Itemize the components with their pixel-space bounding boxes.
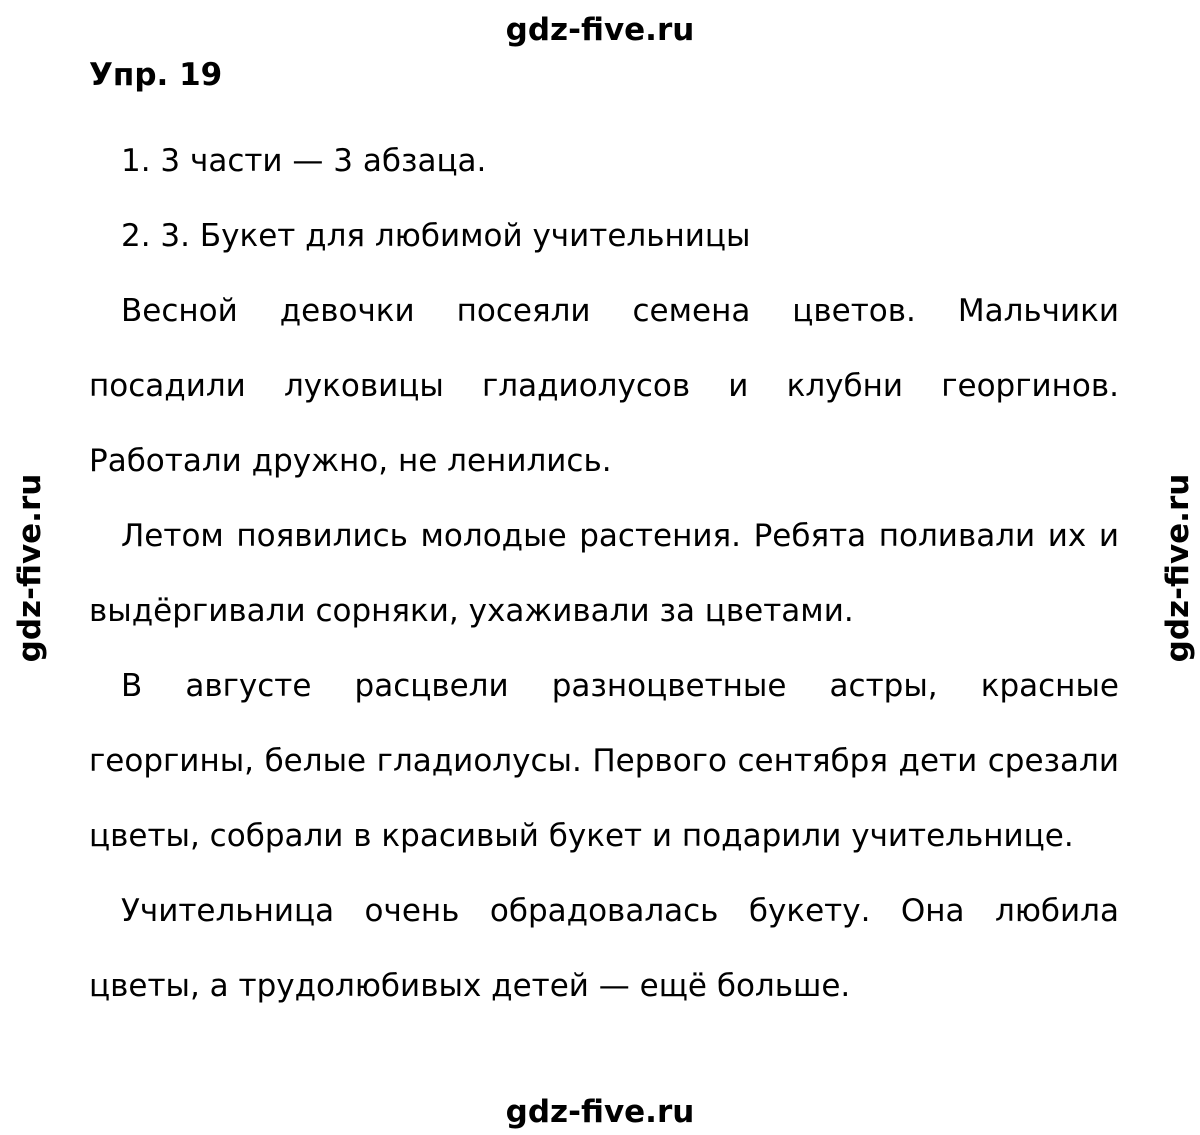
answer-1: 1. 3 части — 3 абзаца. [121,143,487,179]
watermark-top: gdz-five.ru [505,12,695,48]
exercise-title: Упр. 19 [89,57,223,93]
watermark-right: gdz-five.ru [1160,473,1196,663]
paragraph-2: Летом появились молодые растения. Ребята поливали их и выдёргивали сорняки, ухаживали за цветами. [89,518,1119,629]
paragraph-4: Учительница очень обрадовалась букету. Она любила цветы, а трудолюбивых детей — ещё больше. [89,893,1119,1004]
watermark-bottom: gdz-five.ru [505,1094,695,1130]
watermark-left: gdz-five.ru [12,473,48,663]
paragraph-1: Весной девочки посеяли семена цветов. Мальчики посадили луковицы гладиолусов и клубни георгинов. Работали дружно, не ленились. [89,293,1119,479]
paragraph-3: В августе расцвели разноцветные астры, красные георгины, белые гладиолусы. Первого сентября дети срезали цветы, собрали в красивый букет и подарили учительнице. [89,668,1119,854]
answer-2: 2. 3. Букет для любимой учительницы [121,218,751,254]
answer-content [89,124,1119,1024]
